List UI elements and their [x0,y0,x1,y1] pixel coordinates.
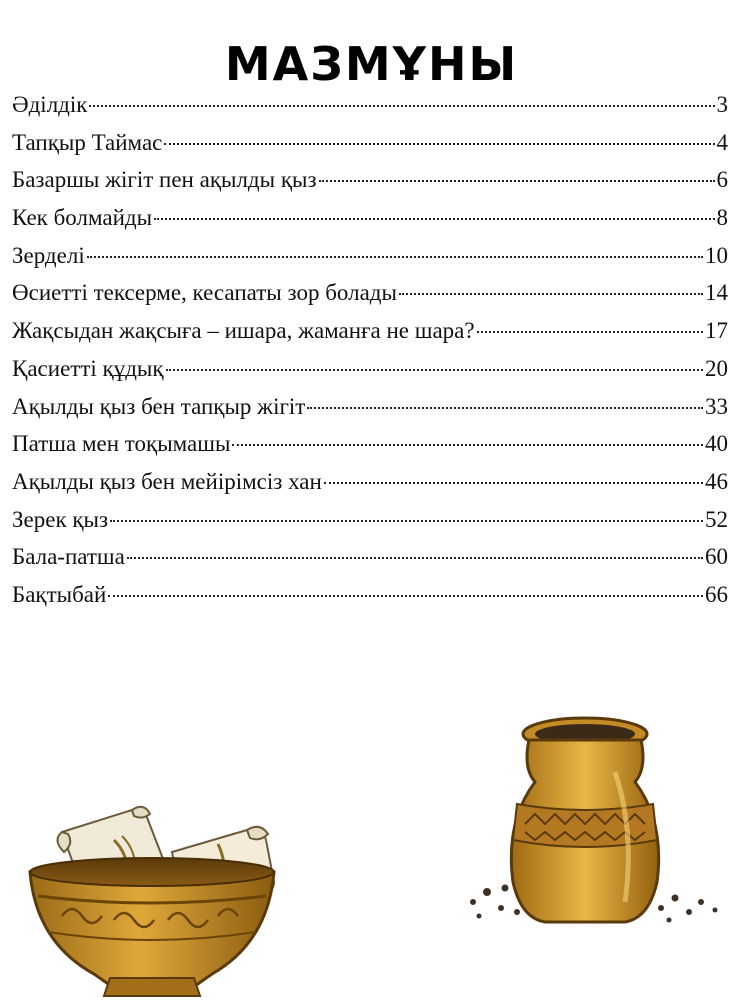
toc-entry[interactable] [12,425,728,463]
toc-entry-page: 3 [716,92,728,117]
toc-entry-page: 4 [716,129,728,155]
dot-leader [87,256,703,258]
toc-entry[interactable] [12,199,728,237]
toc-entry-page: 60 [705,544,728,570]
dot-leader [307,407,703,409]
dot-leader [127,557,703,559]
dot-leader [324,482,703,484]
toc-entry-page: 66 [705,581,728,607]
toc-entry-page: 33 [705,393,728,419]
toc-entry-title: Ақылды қыз бен мейірімсіз хан [12,468,322,494]
dot-leader [319,180,715,182]
page-title: МАЗМҰНЫ [224,36,519,91]
toc-entry[interactable] [12,463,728,501]
dot-leader [232,444,703,446]
dot-leader [166,369,703,371]
dot-leader [108,595,703,597]
toc-entry-page: 46 [705,468,728,494]
toc-entry[interactable] [12,274,728,312]
dot-leader [154,218,714,220]
toc-entry-page: 8 [716,205,728,231]
dot-leader [477,331,703,333]
toc-entry-title: Патша мен тоқымашы [12,431,231,457]
toc-entry[interactable] [12,312,728,350]
toc-entry-page: 17 [705,318,728,344]
toc-entry-title: Бала-патша [12,544,125,570]
dot-leader [110,520,703,522]
toc-entry[interactable] [12,350,728,388]
dot-leader [164,143,714,145]
toc-entry-title: Базаршы жігіт пен ақылды қыз [12,167,317,193]
toc-entry-page: 10 [705,242,728,268]
dot-leader [399,293,703,295]
toc-entry[interactable] [12,501,728,539]
toc-entry-title: Тапқыр Таймас [12,129,163,155]
table-of-contents [12,86,728,614]
toc-entry[interactable] [12,86,728,124]
toc-entry[interactable] [12,237,728,275]
toc-entry-title: Кек болмайды [12,205,153,231]
toc-entry-page: 14 [705,280,728,306]
toc-entry[interactable] [12,161,728,199]
toc-entry-page: 40 [705,431,728,457]
toc-entry[interactable] [12,388,728,426]
toc-entry-title: Қасиетті құдық [12,355,164,381]
toc-entry-title: Бақтыбай [12,581,107,607]
dot-leader [89,105,714,107]
toc-entry[interactable] [12,576,728,614]
bowl-with-scrolls-icon [22,792,282,997]
toc-entry-title: Ақылды қыз бен тапқыр жігіт [12,393,306,419]
toc-entry-title: Әділдік [12,92,88,117]
toc-entry-title: Өсиетті тексерме, кесапаты зор болады [12,280,397,306]
toc-entry-page: 6 [716,167,728,193]
toc-entry-title: Зерделі [12,242,85,268]
toc-entry[interactable] [12,538,728,576]
toc-entry[interactable] [12,124,728,162]
toc-entry-title: Зерек қыз [12,506,109,532]
toc-entry-page: 20 [705,355,728,381]
toc-entry-title: Жақсыдан жақсыға – ишара, жаманға не шара? [12,318,475,344]
toc-entry-page: 52 [705,506,728,532]
clay-pot-icon [465,712,725,957]
